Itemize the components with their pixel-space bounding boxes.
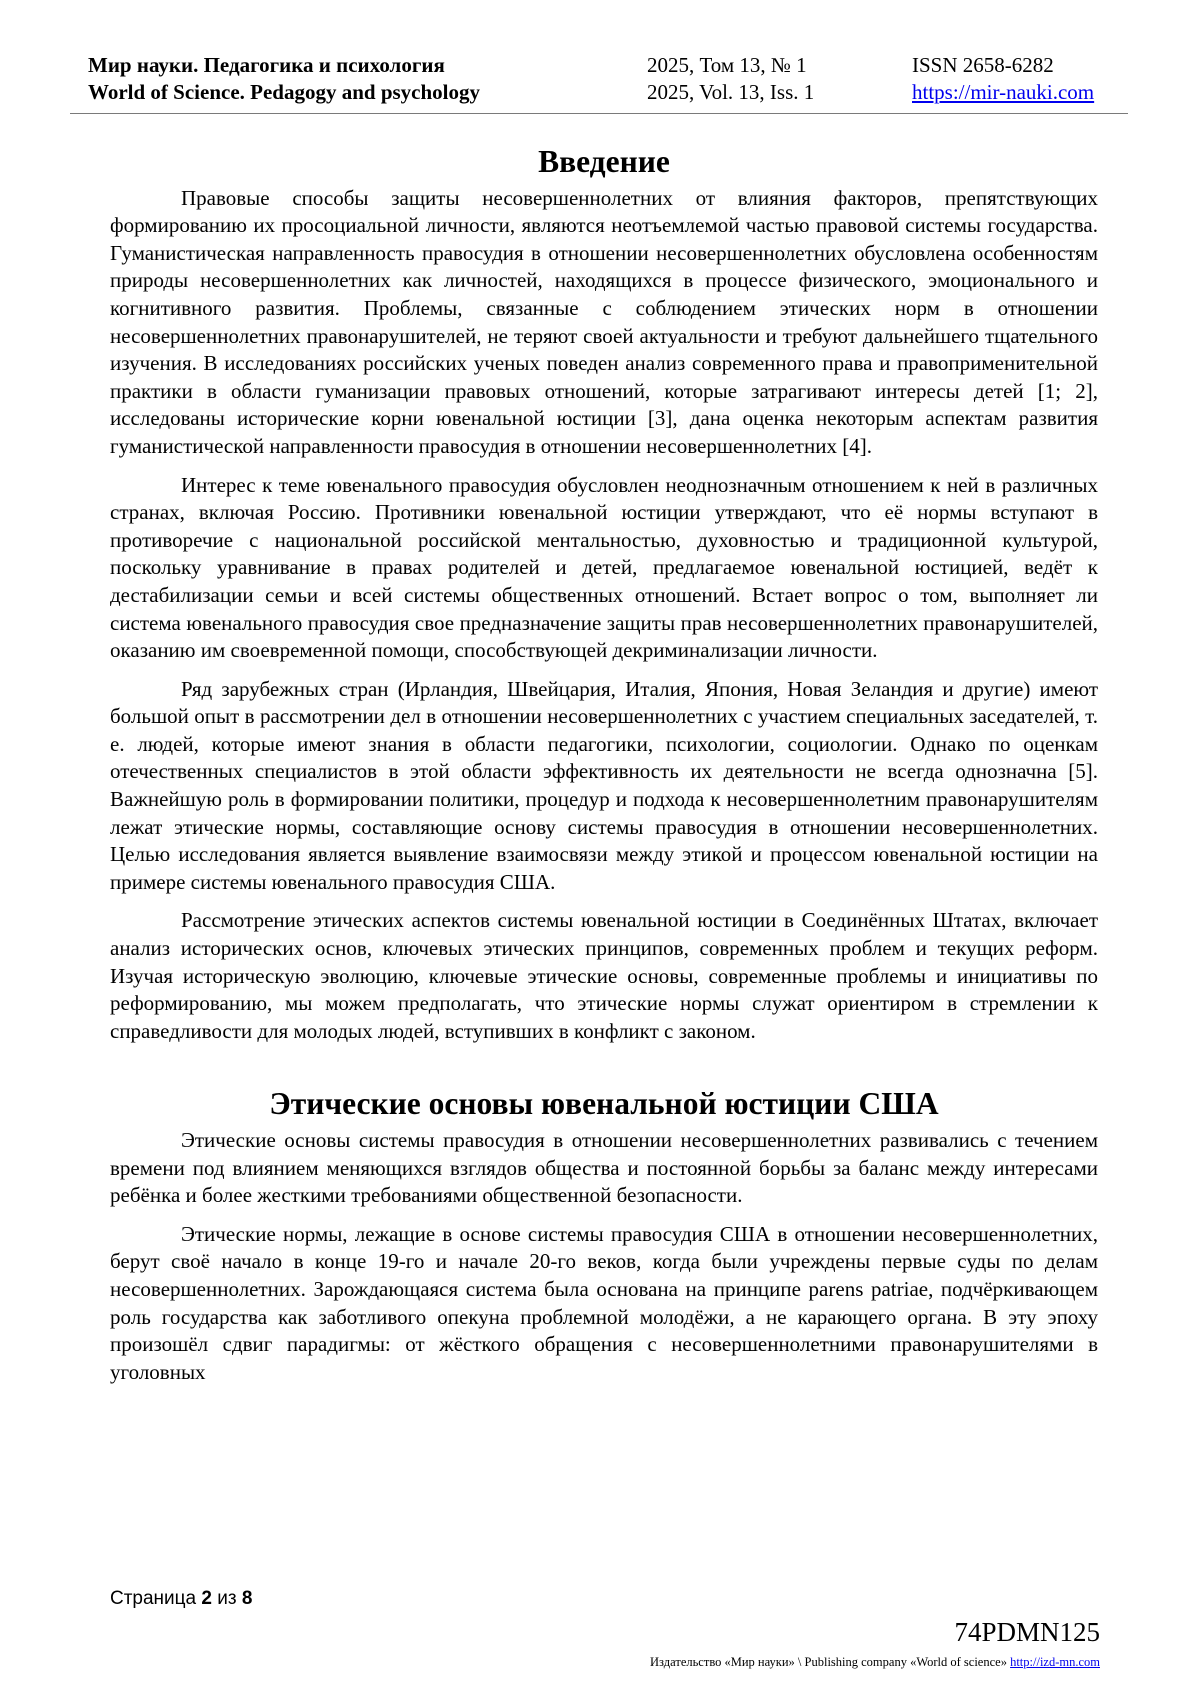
paragraph: Этические нормы, лежащие в основе системы правосудия США в отношении несовершеннолетних, берут своё начало в конце 19-го и начале 20-го веков, когда были учреждены первые суды по делам несовершеннолетних. Зарождающаяся система была основана на принципе parens patriae, подчёркивающем роль государства как заботливого опекуна проблемной молодёжи, а не карающего органа. В эту эпоху произошёл сдвиг парадигмы: от жёсткого обращения с несовершеннолетними правонарушителями в уголовных [110,1221,1098,1384]
journal-title-en: World of Science. Pedagogy and psychology [88,80,481,104]
page-of: из [217,1588,237,1609]
publisher-link[interactable]: http://izd-mn.com [1010,1655,1100,1669]
paragraph: Правовые способы защиты несовершеннолетних от влияния факторов, препятствующих формированию их просоциальной личности, являются неотъемлемой частью правовой системы государства. Гуманистическая направленность правосудия в отношении несовершеннолетних обусловлена особенностям природы несовершеннолетних как личностей, находящихся в процессе физического, эмоционального и когнитивного развития. Проблемы, связанные с соблюдением этических норм в отношении несовершеннолетних правонарушителей, не теряют своей актуальности и требуют дальнейшего тщательного изучения. В исследованиях российских ученых поведен анализ современного права и правоприменительной практики в области гуманизации правовых отношений, которые затрагивают интересы детей [1; 2], исследованы исторические корни ювенальной юстиции [3], дана оценка некоторым аспектам развития гуманистической направленности правосудия в отношении несовершеннолетних [4]. [110,185,1098,458]
header-divider [70,113,1128,114]
paragraph: Ряд зарубежных стран (Ирландия, Швейцария, Италия, Япония, Новая Зеландия и другие) имеют большой опыт в рассмотрении дел в отношении несовершеннолетних с участием специальных заседателей, т. е. людей, которые имеют знания в области педагогики, психологии, социологии. Однако по оценкам отечественных специалистов в этой области эффективность их деятельности не всегда однозначна [5]. Важнейшую роль в формировании политики, процедур и подхода к несовершеннолетним правонарушителям лежат этические нормы, составляющие основу системы правосудия в отношении несовершеннолетних. Целью исследования является выявление взаимосвязи между этикой и процессом ювенальной юстиции на примере системы ювенального правосудия США. [110,676,1098,894]
issn: ISSN 2658-6282 [912,53,1054,77]
section-heading-introduction: Введение [538,144,670,179]
issue-en: 2025, Vol. 13, Iss. 1 [647,80,815,104]
publisher-line [650,1655,1100,1670]
paragraph: Рассмотрение этических аспектов системы ювенальной юстиции в Соединённых Штатах, включает анализ исторических основ, ключевых этических принципов, современных проблем и текущих реформ. Изучая историческую эволюцию, ключевые этические основы, современные проблемы и инициативы по реформированию, мы можем предполагать, что этические нормы служат ориентиром в стремлении к справедливости для молодых людей, вступивших в конфликт с законом. [110,908,1098,1043]
issn-block [912,52,1094,106]
page-label: Страница [110,1588,197,1609]
publisher-text: Издательство «Мир науки» \ Publishing company «World of science» [650,1655,1007,1669]
paragraph: Интерес к теме ювенального правосудия обусловлен неоднозначным отношением к ней в различных странах, включая Россию. Противники ювенальной юстиции утверждают, что её нормы вступают в противоречие с национальной российской ментальностью, духовностью и традиционной культурой, поскольку уравнивание в правах родителей и детей, предлагаемое ювенальной юстицией, ведёт к дестабилизации семьи и всей системы общественных отношений. Встает вопрос о том, выполняет ли система ювенального правосудия свое предназначение защиты прав несовершеннолетних правонарушителей, оказанию им своевременной помощи, способствующей декриминализации личности. [110,472,1098,663]
page-number [110,1588,252,1610]
article-code: 74PDMN125 [954,1617,1100,1647]
page-current: 2 [201,1588,212,1609]
article-body [110,144,1098,1397]
paragraph: Этические основы системы правосудия в отношении несовершеннолетних развивались с течением времени под влиянием меняющихся взглядов общества и постоянной борьбы за баланс между интересами ребёнка и более жесткими требованиями общественной безопасности. [110,1128,1098,1208]
page-total: 8 [241,1588,253,1609]
issue-block [647,52,814,106]
journal-title-ru: Мир науки. Педагогика и психология [88,53,445,77]
journal-site-link[interactable]: https://mir-nauki.com [912,80,1095,104]
section-heading-ethics: Этические основы ювенальной юстиции США [269,1086,939,1122]
page-header [88,52,1124,112]
issue-ru: 2025, Том 13, № 1 [647,53,807,77]
journal-title-block [88,52,480,106]
